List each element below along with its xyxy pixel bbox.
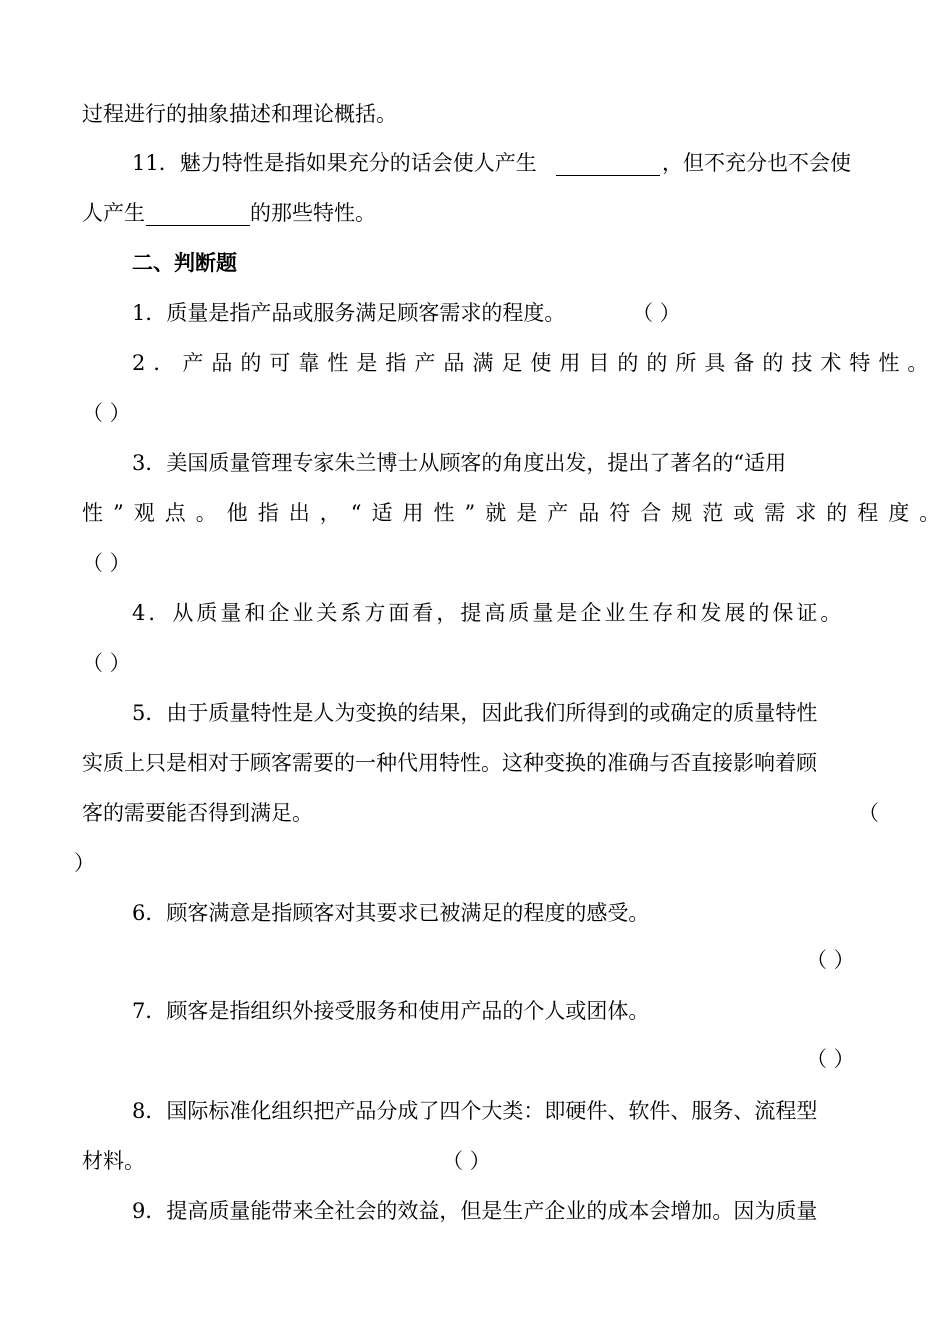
answer-parentheses[interactable]: （ ） — [806, 948, 855, 972]
question-text: 1．质量是指产品或服务满足顾客需求的程度。 — [132, 301, 566, 325]
answer-parentheses[interactable]: （ ） — [632, 301, 681, 325]
q11-text-part1: 11．魅力特性是指如果充分的话会使人产生 — [132, 151, 537, 175]
answer-parentheses[interactable]: （ ） — [806, 1047, 855, 1071]
answer-parentheses[interactable]: （ ） — [82, 651, 131, 675]
q11-blank-2[interactable] — [146, 201, 250, 226]
question-text: 8．国际标准化组织把产品分成了四个大类：即硬件、软件、服务、流程型 — [132, 1099, 818, 1123]
question-text: 7．顾客是指组织外接受服务和使用产品的个人或团体。 — [132, 999, 650, 1023]
section-title: 二、判断题 — [132, 250, 237, 275]
question-2 — [0, 345, 950, 381]
answer-paren-open[interactable]: （ — [858, 801, 879, 825]
question-6 — [0, 895, 950, 931]
question-3-line-2 — [0, 495, 950, 531]
question-1 — [0, 295, 950, 331]
question-6-answer-line — [0, 942, 950, 978]
question-5-line-2 — [0, 745, 950, 781]
q11-line2-end: 的那些特性。 — [250, 201, 376, 225]
question-text: 6．顾客满意是指顾客对其要求已被满足的程度的感受。 — [132, 901, 650, 925]
answer-paren-close[interactable]: ） — [74, 851, 95, 875]
question-text: 4．从质量和企业关系方面看，提高质量是企业生存和发展的保证。 — [132, 601, 845, 625]
q11-blank-1[interactable] — [556, 151, 660, 176]
question-9-line-1 — [0, 1193, 950, 1229]
answer-parentheses[interactable]: （ ） — [82, 551, 131, 575]
section-heading — [0, 245, 950, 281]
fill-in-question-11-line-2 — [0, 195, 950, 231]
question-7 — [0, 993, 950, 1029]
question-text: 3．美国质量管理专家朱兰博士从顾客的角度出发，提出了著名的“适用 — [132, 451, 787, 475]
fill-in-question-11-line-1 — [0, 145, 950, 181]
question-7-answer-line — [0, 1041, 950, 1077]
question-4 — [0, 595, 950, 631]
question-text: 实质上只是相对于顾客需要的一种代用特性。这种变换的准确与否直接影响着顾 — [82, 751, 817, 775]
question-8-line-1 — [0, 1093, 950, 1129]
question-4-answer-line — [0, 645, 950, 681]
question-text: 2．产品的可靠性是指产品满足使用目的的所具备的技术特性。 — [132, 351, 937, 375]
question-text: 性”观点。他指出，“适用性”就是产品符合规范或需求的程度。 — [82, 501, 950, 525]
question-8-line-2 — [0, 1143, 950, 1179]
question-3-answer-line — [0, 545, 950, 581]
question-2-answer-line — [0, 395, 950, 431]
answer-parentheses[interactable]: （ ） — [82, 401, 131, 425]
intro-tail-text: 过程进行的抽象描述和理论概括。 — [82, 102, 397, 126]
q11-line2-start: 人产生 — [82, 201, 145, 225]
q11-text-part2: ，但不充分也不会使 — [662, 151, 851, 175]
question-5-answer-line — [0, 845, 950, 881]
question-text: 9．提高质量能带来全社会的效益，但是生产企业的成本会增加。因为质量 — [132, 1199, 818, 1223]
question-3-line-1 — [0, 445, 950, 481]
question-text: 材料。 — [82, 1149, 145, 1173]
question-5-line-3 — [0, 795, 950, 831]
question-text: 5．由于质量特性是人为变换的结果，因此我们所得到的或确定的质量特性 — [132, 701, 818, 725]
question-5-line-1 — [0, 695, 950, 731]
answer-parentheses[interactable]: （ ） — [442, 1149, 491, 1173]
question-text: 客的需要能否得到满足。 — [82, 801, 313, 825]
paragraph-line — [0, 96, 950, 132]
